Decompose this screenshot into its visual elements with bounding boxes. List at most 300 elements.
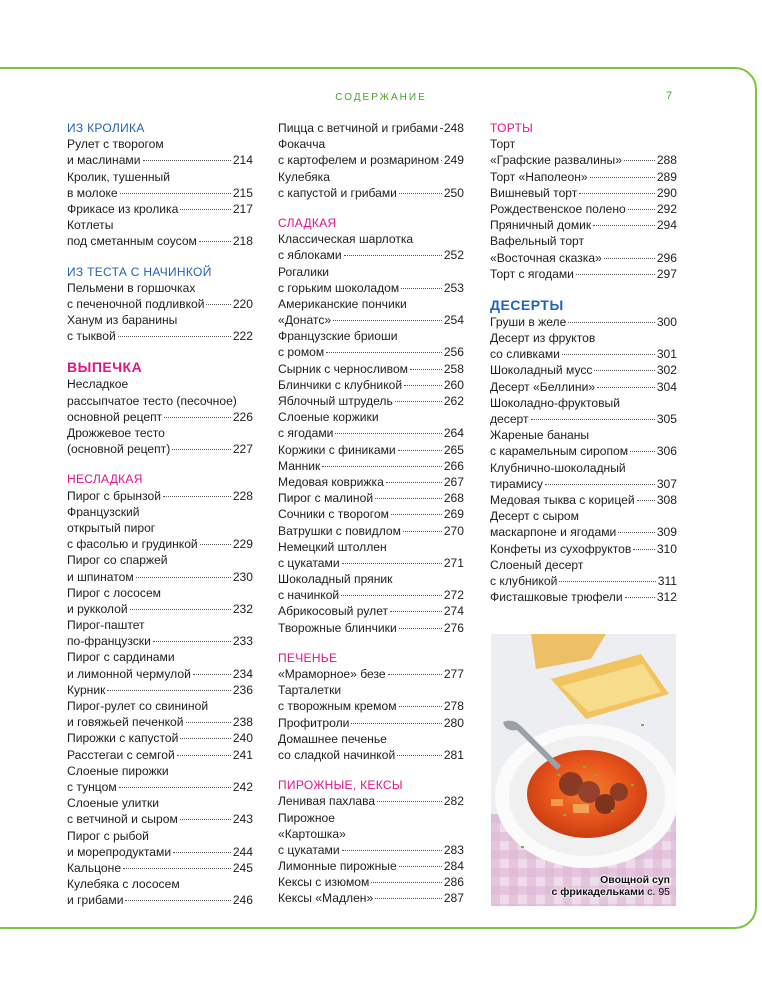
toc-entry-line bbox=[67, 844, 253, 860]
toc-page-number: 238 bbox=[232, 715, 253, 730]
dot-leader bbox=[199, 241, 231, 242]
toc-entry-title: Пирог-рулет со свининой bbox=[67, 699, 209, 713]
section-spacer bbox=[278, 763, 464, 777]
toc-page-number: 258 bbox=[443, 361, 464, 376]
toc-entry-title: с творожным кремом bbox=[278, 699, 397, 714]
dot-leader bbox=[180, 819, 231, 820]
toc-page-number: 222 bbox=[232, 329, 253, 344]
toc-entry-title: по-французски bbox=[67, 634, 151, 649]
dot-leader bbox=[341, 595, 442, 596]
toc-entry-line bbox=[67, 393, 253, 409]
toc-entry-title: Кексы «Мадлен» bbox=[278, 891, 374, 906]
toc-entry-title: Фисташковые трюфели bbox=[490, 590, 623, 605]
toc-entry-line bbox=[490, 508, 677, 524]
dot-leader bbox=[120, 193, 231, 194]
toc-entry-title: с тунцом bbox=[67, 779, 117, 794]
toc-entry-line bbox=[490, 411, 677, 427]
toc-entry-title: Пирожное bbox=[278, 810, 335, 825]
toc-entry-title: и маслинами bbox=[67, 153, 141, 168]
toc-entry-title: Слоеные пирожки bbox=[67, 763, 169, 778]
toc-entry-line bbox=[490, 217, 677, 233]
toc-entry-title: Ленивая пахлава bbox=[278, 794, 376, 809]
toc-entry-line bbox=[67, 649, 253, 665]
toc-entry-line bbox=[490, 314, 677, 330]
toc-entry-title: «Восточная сказка» bbox=[490, 250, 602, 265]
toc-page-number: 267 bbox=[443, 474, 464, 489]
toc-entry-line bbox=[490, 330, 677, 346]
toc-entry-line bbox=[490, 379, 677, 395]
toc-entry-line bbox=[278, 506, 464, 522]
toc-entry-line bbox=[67, 795, 253, 811]
toc-entry-title: Конфеты из сухофруктов bbox=[490, 541, 632, 556]
dot-leader bbox=[186, 722, 231, 723]
toc-entry-line bbox=[67, 552, 253, 568]
toc-entry-line bbox=[278, 442, 464, 458]
toc-entry-title: «Мраморное» безе bbox=[278, 667, 386, 681]
toc-entry-title: Расстегаи с семгой bbox=[67, 747, 175, 762]
toc-entry-title: Пирог с малиной bbox=[278, 491, 374, 506]
dot-leader bbox=[562, 354, 655, 355]
dot-leader bbox=[123, 868, 231, 869]
toc-entry-line bbox=[490, 492, 677, 508]
toc-entry-title: с карамельным сиропом bbox=[490, 444, 629, 459]
section-spacer bbox=[67, 457, 253, 471]
toc-page-number: 229 bbox=[232, 537, 253, 552]
toc-entry-line bbox=[67, 811, 253, 827]
dot-leader bbox=[624, 160, 655, 161]
toc-entry-line bbox=[490, 362, 677, 378]
section-spacer bbox=[278, 636, 464, 650]
toc-entry-line bbox=[67, 441, 253, 457]
dot-leader bbox=[404, 385, 442, 386]
toc-entry-line bbox=[278, 747, 464, 763]
toc-entry-line bbox=[490, 266, 677, 282]
toc-entry-title: (основной рецепт) bbox=[67, 442, 171, 457]
dot-leader bbox=[200, 544, 231, 545]
toc-page-number: 283 bbox=[443, 842, 464, 857]
toc-entry-title: Слоеный десерт bbox=[490, 557, 584, 572]
toc-entry-title: Классическая шарлотка bbox=[278, 232, 414, 247]
toc-entry-line bbox=[67, 714, 253, 730]
toc-entry-title: Кексы с изюмом bbox=[278, 875, 370, 890]
toc-entry-line bbox=[278, 698, 464, 714]
toc-entry-title: тирамису bbox=[490, 476, 543, 491]
toc-page-number: 232 bbox=[232, 601, 253, 616]
toc-entry-line bbox=[67, 779, 253, 795]
toc-page-number: 305 bbox=[656, 412, 677, 426]
toc-page-number: 280 bbox=[443, 715, 464, 730]
toc-page-number: 271 bbox=[443, 555, 464, 570]
toc-entry-title: Торт bbox=[490, 137, 516, 152]
toc-entry-line bbox=[278, 185, 464, 201]
caption-line-1: Овощной суп bbox=[600, 874, 670, 886]
toc-page-number: 307 bbox=[656, 476, 677, 491]
toc-page-number: 296 bbox=[656, 250, 677, 265]
toc-entry-title: Торт «Наполеон» bbox=[490, 169, 588, 184]
dot-leader bbox=[399, 706, 442, 707]
toc-entry-line bbox=[67, 328, 253, 344]
toc-page-number: 217 bbox=[232, 201, 253, 216]
toc-entry-line bbox=[278, 247, 464, 263]
toc-entry-title: Шоколадный пряник bbox=[278, 572, 393, 587]
toc-entry-title: Несладкое bbox=[67, 377, 129, 392]
toc-page-number: 274 bbox=[443, 604, 464, 619]
dot-leader bbox=[630, 451, 655, 452]
dot-leader bbox=[395, 401, 442, 402]
dot-leader bbox=[335, 433, 441, 434]
toc-entry-line bbox=[278, 523, 464, 539]
toc-entry-line bbox=[278, 793, 464, 809]
toc-entry-title: Кулебяка bbox=[278, 169, 330, 184]
page-number: 7 bbox=[666, 90, 673, 102]
toc-entry-line bbox=[67, 233, 253, 249]
toc-entry-line bbox=[278, 890, 464, 906]
toc-page-number: 236 bbox=[232, 682, 253, 697]
toc-entry-line bbox=[278, 361, 464, 377]
toc-entry-title: под сметанным соусом bbox=[67, 234, 197, 249]
toc-entry-line bbox=[278, 136, 464, 152]
dot-leader bbox=[594, 370, 654, 371]
toc-entry-title: Лимонные пирожные bbox=[278, 859, 397, 874]
toc-page-number: 302 bbox=[656, 363, 677, 378]
toc-entry-line bbox=[490, 250, 677, 266]
toc-page-number: 289 bbox=[656, 169, 677, 184]
toc-entry-title: в молоке bbox=[67, 185, 118, 200]
toc-page-number: 269 bbox=[443, 507, 464, 522]
toc-entry-line bbox=[67, 504, 253, 520]
dot-leader bbox=[597, 387, 655, 388]
toc-page-number: 248 bbox=[443, 121, 464, 135]
toc-page-number: 227 bbox=[232, 442, 253, 457]
dot-leader bbox=[391, 514, 442, 515]
dot-leader bbox=[441, 160, 442, 161]
dot-leader bbox=[545, 484, 655, 485]
toc-entry-title: Десерт с сыром bbox=[490, 509, 579, 524]
toc-entry-line bbox=[278, 620, 464, 636]
toc-page-number: 290 bbox=[656, 185, 677, 200]
toc-page-number: 254 bbox=[443, 313, 464, 328]
toc-entry-line bbox=[278, 715, 464, 731]
toc-entry-line bbox=[490, 476, 677, 492]
toc-entry-title: десерт bbox=[490, 412, 529, 426]
toc-entry-title: Рождественское полено bbox=[490, 201, 626, 216]
dot-leader bbox=[163, 496, 231, 497]
toc-entry-title: с фасолью и грудинкой bbox=[67, 537, 198, 552]
dot-leader bbox=[377, 801, 442, 802]
toc-entry-title: Немецкий штоллен bbox=[278, 539, 387, 554]
toc-entry-title: рассыпчатое тесто (песочное) bbox=[67, 393, 237, 408]
dot-leader bbox=[119, 787, 231, 788]
toc-entry-line bbox=[490, 427, 677, 443]
toc-entry-line bbox=[490, 541, 677, 557]
dot-leader bbox=[180, 738, 230, 739]
toc-entry-line bbox=[278, 264, 464, 280]
toc-entry-title: и рукколой bbox=[67, 601, 128, 616]
toc-entry-line bbox=[67, 536, 253, 552]
toc-page-number: 226 bbox=[232, 409, 253, 424]
toc-entry-line bbox=[490, 169, 677, 185]
toc-entry-title: Ханум из баранины bbox=[67, 313, 178, 328]
toc-entry-line bbox=[67, 763, 253, 779]
toc-entry-title: основной рецепт bbox=[67, 409, 163, 424]
toc-entry-line bbox=[278, 603, 464, 619]
dot-leader bbox=[618, 532, 655, 533]
dot-leader bbox=[173, 852, 231, 853]
toc-entry-line bbox=[278, 231, 464, 247]
toc-entry-title: Шоколадно-фруктовый bbox=[490, 395, 620, 410]
toc-entry-line bbox=[67, 747, 253, 763]
toc-entry-line bbox=[67, 296, 253, 312]
toc-entry-title: Кулебяка с лососем bbox=[67, 877, 180, 892]
soup-illustration bbox=[491, 634, 676, 906]
dot-leader bbox=[322, 466, 441, 467]
toc-entry-title: Пирог со спаржей bbox=[67, 553, 168, 568]
toc-page-number: 311 bbox=[657, 573, 677, 588]
toc-entry-line bbox=[67, 601, 253, 617]
toc-page-number: 241 bbox=[232, 747, 253, 762]
toc-entry-line bbox=[67, 730, 253, 746]
dot-leader bbox=[193, 674, 231, 675]
toc-entry-title: Французский bbox=[67, 504, 140, 519]
toc-entry-title: Фрикасе из кролика bbox=[67, 201, 179, 216]
dot-leader bbox=[333, 320, 442, 321]
toc-page-number: 266 bbox=[443, 458, 464, 473]
toc-entry-line bbox=[67, 520, 253, 536]
toc-entry-title: Американские пончики bbox=[278, 296, 407, 311]
toc-page-number: 308 bbox=[656, 492, 677, 507]
toc-entry-line bbox=[67, 280, 253, 296]
caption-page-ref: с. 95 bbox=[647, 886, 670, 898]
toc-entry-title: Творожные блинчики bbox=[278, 620, 397, 635]
toc-entry-title: Французские бриоши bbox=[278, 329, 398, 344]
toc-entry-title: Фокачча bbox=[278, 137, 326, 152]
toc-entry-title: Тарталетки bbox=[278, 683, 342, 698]
dot-leader bbox=[401, 288, 442, 289]
toc-page-number: 246 bbox=[232, 893, 253, 908]
dot-leader bbox=[397, 755, 442, 756]
toc-entry-line bbox=[278, 858, 464, 874]
toc-page-number: 245 bbox=[232, 860, 253, 875]
toc-entry-title: Груши в желе bbox=[490, 314, 567, 329]
toc-entry-title: и морепродуктами bbox=[67, 844, 172, 859]
toc-entry-line bbox=[67, 152, 253, 168]
dot-leader bbox=[136, 577, 231, 578]
dot-leader bbox=[172, 449, 231, 450]
toc-entry-title: и лимонной чермулой bbox=[67, 666, 191, 681]
toc-page-number: 310 bbox=[656, 541, 677, 556]
toc-entry-title: «Графские развалины» bbox=[490, 153, 622, 168]
dot-leader bbox=[398, 450, 442, 451]
dot-leader bbox=[604, 258, 655, 259]
toc-entry-line bbox=[67, 876, 253, 892]
section-heading: ДЕСЕРТЫ bbox=[490, 296, 564, 313]
toc-entry-title: Пирог с сардинами bbox=[67, 650, 175, 665]
toc-page-number: 244 bbox=[232, 844, 253, 859]
toc-entry-line bbox=[67, 169, 253, 185]
toc-page-number: 281 bbox=[443, 747, 464, 762]
toc-entry-line bbox=[278, 682, 464, 698]
dot-leader bbox=[342, 850, 442, 851]
toc-page-number: 284 bbox=[443, 859, 464, 874]
toc-entry-line bbox=[278, 826, 464, 842]
toc-entry-line bbox=[67, 698, 253, 714]
dot-leader bbox=[531, 419, 655, 420]
toc-entry-title: с капустой и грибами bbox=[278, 185, 397, 200]
toc-entry-title: Профитроли bbox=[278, 715, 350, 730]
toc-page-number: 300 bbox=[656, 314, 677, 329]
toc-entry-line bbox=[490, 233, 677, 249]
toc-page-number: 252 bbox=[443, 248, 464, 263]
dot-leader bbox=[143, 160, 231, 161]
toc-entry-line bbox=[490, 443, 677, 459]
toc-entry-line bbox=[278, 425, 464, 441]
toc-entry-title: Рогалики bbox=[278, 264, 329, 279]
toc-entry-title: Шоколадный мусс bbox=[490, 363, 593, 378]
toc-entry-line bbox=[278, 393, 464, 409]
toc-entry-line bbox=[67, 201, 253, 217]
section-heading: ТОРТЫ bbox=[490, 121, 534, 135]
toc-page-number: 230 bbox=[232, 569, 253, 584]
toc-entry-line bbox=[490, 524, 677, 540]
dot-leader bbox=[399, 193, 442, 194]
section-heading: ПЕЧЕНЬЕ bbox=[278, 650, 338, 665]
toc-entry-line bbox=[278, 666, 464, 682]
toc-entry-title: Пирог-паштет bbox=[67, 618, 145, 633]
toc-entry-title: открытый пирог bbox=[67, 520, 156, 535]
toc-entry-title: Медовая коврижка bbox=[278, 474, 384, 489]
toc-page-number: 277 bbox=[443, 667, 464, 681]
toc-entry-title: Пирог с брынзой bbox=[67, 488, 161, 503]
dot-leader bbox=[153, 641, 231, 642]
dot-leader bbox=[559, 581, 655, 582]
dot-leader bbox=[125, 900, 230, 901]
toc-entry-title: Коржики с финиками bbox=[278, 442, 396, 457]
page-title: СОДЕРЖАНИЕ bbox=[335, 92, 427, 103]
toc-page-number: 309 bbox=[656, 525, 677, 540]
toc-page-number: 214 bbox=[232, 153, 253, 168]
dot-leader bbox=[399, 628, 442, 629]
toc-page-number: 312 bbox=[656, 590, 677, 605]
dot-leader bbox=[593, 225, 655, 226]
toc-page-number: 256 bbox=[443, 345, 464, 360]
toc-entry-line bbox=[278, 810, 464, 826]
toc-page-number: 268 bbox=[443, 491, 464, 506]
toc-entry-title: Жареные бананы bbox=[490, 428, 590, 443]
toc-page-number: 215 bbox=[232, 185, 253, 200]
section-heading: ИЗ КРОЛИКА bbox=[67, 121, 145, 135]
toc-entry-title: Слоеные коржики bbox=[278, 410, 379, 425]
toc-entry-title: Пирог с лососем bbox=[67, 585, 161, 600]
section-heading: ИЗ ТЕСТА С НАЧИНКОЙ bbox=[67, 264, 212, 279]
dot-leader bbox=[206, 304, 230, 305]
photo-caption bbox=[491, 874, 670, 898]
toc-entry-title: с тыквой bbox=[67, 329, 116, 344]
toc-entry-title: Десерт «Беллини» bbox=[490, 379, 596, 394]
toc-entry-line bbox=[67, 312, 253, 328]
toc-entry-title: Котлеты bbox=[67, 218, 114, 233]
toc-page-number: 297 bbox=[656, 266, 677, 281]
dot-leader bbox=[386, 482, 442, 483]
toc-entry-line bbox=[67, 217, 253, 233]
toc-entry-line bbox=[67, 425, 253, 441]
dot-leader bbox=[390, 611, 442, 612]
toc-entry-line bbox=[490, 201, 677, 217]
toc-entry-title: Пряничный домик bbox=[490, 218, 592, 233]
toc-entry-title: с ромом bbox=[278, 345, 325, 360]
toc-entry-line bbox=[278, 296, 464, 312]
toc-entry-title: Медовая тыква с корицей bbox=[490, 492, 635, 507]
dot-leader bbox=[399, 866, 442, 867]
section-spacer bbox=[67, 250, 253, 264]
toc-entry-title: Десерт из фруктов bbox=[490, 331, 596, 346]
toc-entry-line bbox=[67, 569, 253, 585]
toc-entry-line bbox=[278, 555, 464, 571]
toc-entry-title: и говяжьей печенкой bbox=[67, 715, 184, 730]
toc-page-number: 240 bbox=[232, 731, 253, 746]
toc-entry-title: маскарпоне и ягодами bbox=[490, 525, 617, 540]
toc-entry-line bbox=[278, 120, 464, 136]
toc-entry-line bbox=[278, 474, 464, 490]
toc-page-number: 294 bbox=[656, 218, 677, 233]
toc-entry-line bbox=[67, 828, 253, 844]
toc-page-number: 304 bbox=[656, 379, 677, 394]
toc-entry-line bbox=[278, 280, 464, 296]
toc-page-number: 286 bbox=[443, 875, 464, 890]
toc-page-number: 276 bbox=[443, 620, 464, 635]
dot-leader bbox=[628, 209, 655, 210]
toc-entry-line bbox=[490, 152, 677, 168]
toc-entry-line bbox=[278, 344, 464, 360]
toc-entry-line bbox=[67, 633, 253, 649]
toc-entry-line bbox=[278, 490, 464, 506]
toc-entry-line bbox=[67, 666, 253, 682]
toc-entry-title: Слоеные улитки bbox=[67, 796, 160, 811]
dot-leader bbox=[177, 755, 231, 756]
toc-entry-title: Курник bbox=[67, 682, 106, 697]
toc-entry-line bbox=[490, 589, 677, 605]
toc-entry-title: Дрожжевое тесто bbox=[67, 426, 165, 440]
toc-entry-line bbox=[490, 557, 677, 573]
toc-page-number: 218 bbox=[232, 234, 253, 249]
toc-page-number: 250 bbox=[443, 185, 464, 200]
toc-entry-line bbox=[278, 571, 464, 587]
toc-entry-line bbox=[278, 328, 464, 344]
dot-leader bbox=[633, 549, 655, 550]
toc-entry-title: Пирог с рыбой bbox=[67, 828, 149, 843]
toc-entry-line bbox=[67, 136, 253, 152]
toc-page-number: 249 bbox=[443, 153, 464, 168]
toc-page-number: 265 bbox=[443, 442, 464, 457]
section-heading: ПИРОЖНЫЕ, КЕКСЫ bbox=[278, 778, 403, 793]
dot-leader bbox=[326, 352, 442, 353]
dot-leader bbox=[576, 274, 655, 275]
toc-entry-title: Абрикосовый рулет bbox=[278, 604, 389, 619]
toc-entry-line bbox=[278, 152, 464, 168]
toc-entry-line bbox=[490, 395, 677, 411]
toc-entry-title: с ягодами bbox=[278, 426, 334, 441]
toc-entry-title: «Картошка» bbox=[278, 826, 346, 841]
toc-column-2 bbox=[278, 120, 464, 907]
toc-entry-title: Манник bbox=[278, 458, 321, 473]
caption-line-2: с фрикадельками bbox=[551, 886, 645, 898]
toc-entry-title: с яблоками bbox=[278, 248, 342, 263]
toc-entry-title: Кролик, тушенный bbox=[67, 169, 171, 184]
toc-column-1 bbox=[67, 120, 253, 908]
toc-entry-line bbox=[278, 842, 464, 858]
toc-entry-line bbox=[278, 409, 464, 425]
toc-entry-title: с горьким шоколадом bbox=[278, 280, 400, 295]
toc-entry-title: Кальцоне bbox=[67, 860, 122, 875]
